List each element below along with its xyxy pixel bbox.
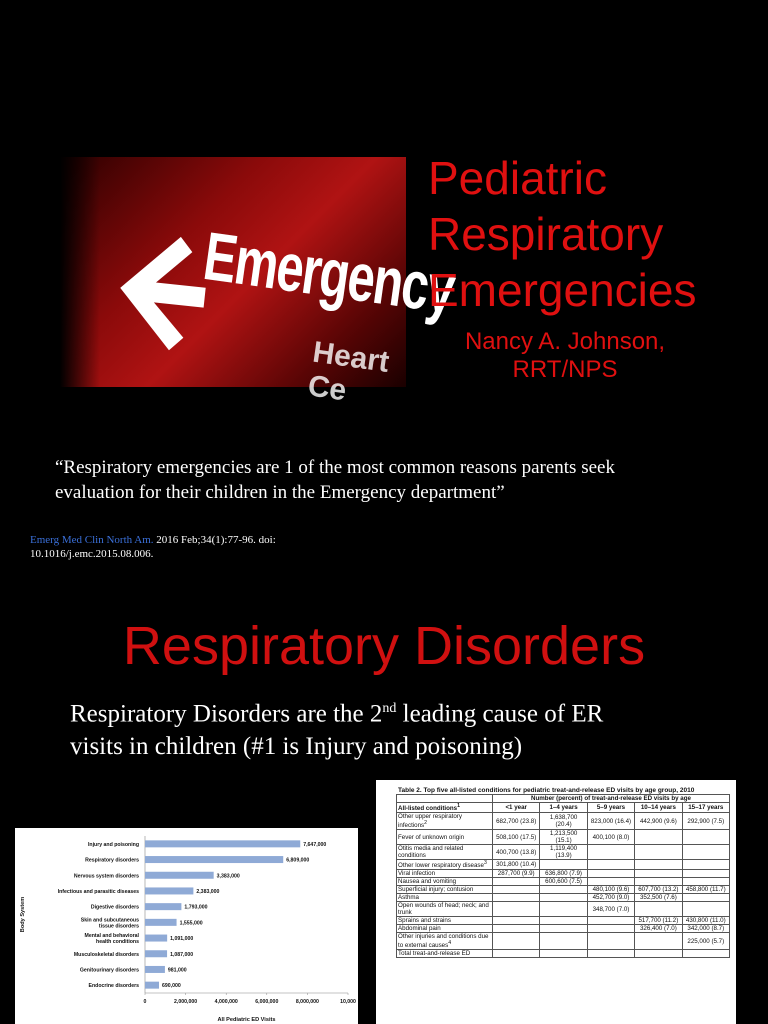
table-cell — [493, 933, 540, 950]
table-cell: 682,700 (23.8) — [493, 813, 540, 830]
table-cell — [682, 950, 729, 958]
table-cell: 508,100 (17.5) — [493, 830, 540, 845]
category-label: Musculoskeletal disorders — [73, 951, 139, 958]
row-label: Total treat-and-release ED — [398, 950, 471, 958]
row-label-cell — [397, 917, 493, 925]
table-cell — [540, 886, 587, 894]
bar-value-label: 6,809,000 — [286, 857, 310, 864]
row-label-cell — [397, 886, 493, 894]
title-line: Emergencies — [428, 264, 697, 316]
row-label: Open wounds of head; neck; and trunk — [398, 902, 489, 917]
table-cell — [635, 950, 682, 958]
table-cell — [587, 878, 634, 886]
column-header: <1 year — [493, 803, 540, 813]
table-cell: 442,900 (9.6) — [635, 813, 682, 830]
category-label: Digestive disorders — [90, 904, 139, 911]
table-cell — [493, 925, 540, 933]
bar-value-label: 7,647,000 — [303, 841, 327, 848]
row-label: Sprains and strains — [398, 917, 451, 925]
row-label-cell — [397, 845, 493, 860]
bar — [145, 856, 283, 863]
table-row — [397, 886, 730, 894]
bar-value-label: 981,000 — [167, 967, 187, 974]
table-cell — [493, 886, 540, 894]
table-cell: 517,700 (11.2) — [635, 917, 682, 925]
category-label: Skin and subcutaneous — [80, 917, 139, 924]
table-cell — [540, 950, 587, 958]
table-cell — [540, 917, 587, 925]
author-line: Nancy A. Johnson, — [464, 328, 666, 355]
row-header-text: All-listed conditions — [398, 805, 458, 813]
row-label-cell — [397, 925, 493, 933]
row-label-cell — [397, 894, 493, 902]
emergency-sign-photo — [60, 157, 459, 408]
quote-line: “Respiratory emergencies are 1 of the most common reasons parents seek — [55, 457, 615, 478]
x-axis-title: All Pediatric ED Visits — [217, 1017, 276, 1023]
slide2-body — [70, 692, 720, 763]
row-label: Abdominal pain — [398, 925, 441, 933]
bar — [145, 919, 177, 926]
table-cell — [493, 894, 540, 902]
table-title: Table 2. Top five all-listed conditions for pediatric treat-and-release ED visits by age group, 2010 — [398, 787, 695, 794]
table-cell — [682, 870, 729, 878]
table-cell: 600,600 (7.5) — [540, 878, 587, 886]
row-label-cell — [397, 878, 493, 886]
table-row — [397, 917, 730, 925]
table-row — [397, 870, 730, 878]
bar-value-label: 3,383,000 — [216, 873, 240, 880]
category-label: Nervous system disorders — [73, 873, 139, 880]
row-label: Other upper respiratory infections — [398, 813, 462, 830]
bar-value-label: 1,555,000 — [179, 920, 203, 927]
row-label: Nausea and vomiting — [398, 878, 457, 886]
table-cell — [587, 870, 634, 878]
table-row — [397, 845, 730, 860]
bar — [145, 982, 159, 989]
photo-shadow — [60, 157, 100, 387]
table-cell: 636,800 (7.9) — [540, 870, 587, 878]
row-label-cell — [397, 830, 493, 845]
table-cell — [635, 860, 682, 870]
table-cell — [587, 950, 634, 958]
category-label: Genitourinary disorders — [79, 967, 139, 974]
group-header: Number (percent) of treat-and-release ED visits by age — [493, 795, 730, 803]
citation-detail: 2016 Feb;34(1):77-96. doi: — [153, 534, 276, 546]
ed-visits-bar-chart — [15, 828, 358, 1024]
table-cell — [587, 917, 634, 925]
table-cell — [587, 925, 634, 933]
x-tick-label: 0 — [143, 999, 147, 1005]
sign-text: Emergency — [199, 217, 459, 329]
x-tick-label: 6,000,000 — [255, 999, 279, 1005]
category-label: Respiratory disorders — [85, 857, 139, 864]
table-cell — [635, 870, 682, 878]
table-cell: 458,800 (11.7) — [682, 886, 729, 894]
row-label-superscript: 2 — [424, 820, 428, 827]
table-cell — [635, 902, 682, 917]
table-cell: 480,100 (9.6) — [587, 886, 634, 894]
table-cell — [540, 933, 587, 950]
table-cell: 400,100 (8.0) — [587, 830, 634, 845]
table-cell — [587, 933, 634, 950]
bar — [145, 950, 167, 957]
table-cell: 1,213,500 (15.1) — [540, 830, 587, 845]
table-row — [397, 894, 730, 902]
author — [430, 328, 700, 384]
row-label: Fever of unknown origin — [398, 833, 465, 841]
table-cell — [493, 950, 540, 958]
row-label-superscript: 4 — [448, 940, 452, 947]
quote-line: evaluation for their children in the Emergency department” — [55, 482, 505, 503]
body-text: leading cause of ER — [396, 700, 604, 728]
table-cell — [682, 830, 729, 845]
table-cell: 452,700 (9.0) — [587, 894, 634, 902]
bar-value-label: 690,000 — [162, 983, 181, 990]
table-cell — [682, 860, 729, 870]
sign-subtext: Heart Ce — [305, 335, 392, 408]
table-cell: 301,800 (10.4) — [493, 860, 540, 870]
bar-value-label: 1,091,000 — [170, 936, 194, 943]
table-cell: 823,000 (16.4) — [587, 813, 634, 830]
table-cell — [635, 933, 682, 950]
table-cell: 326,400 (7.0) — [635, 925, 682, 933]
table-cell: 287,700 (9.9) — [493, 870, 540, 878]
table-cell: 607,700 (13.2) — [635, 886, 682, 894]
bar — [145, 872, 214, 879]
row-label-cell — [397, 950, 493, 958]
row-header-cell — [397, 803, 493, 813]
table-corner-cell — [397, 795, 493, 803]
row-label: Viral infection — [398, 870, 436, 878]
row-label: Other injuries and conditions due to external causes — [398, 933, 489, 950]
row-label: Superficial injury; contusion — [398, 886, 474, 894]
column-header: 1–4 years — [540, 803, 587, 813]
table-cell — [682, 845, 729, 860]
author-line: RRT/NPS — [512, 356, 618, 383]
slide-title — [428, 150, 696, 318]
quote — [55, 455, 735, 505]
row-label-cell — [397, 813, 493, 830]
category-label: health conditions — [96, 939, 139, 946]
table-cell: 292,900 (7.5) — [682, 813, 729, 830]
table-cell: 348,700 (7.0) — [587, 902, 634, 917]
x-tick-label: 2,000,000 — [174, 999, 198, 1005]
table-cell — [493, 878, 540, 886]
table-row — [397, 902, 730, 917]
bar — [145, 887, 193, 894]
row-label: Otitis media and related conditions — [398, 845, 464, 860]
row-label-cell — [397, 870, 493, 878]
table-cell — [682, 894, 729, 902]
bar-value-label: 1,087,000 — [170, 951, 194, 958]
bar-value-label: 1,793,000 — [184, 904, 208, 911]
bar — [145, 903, 181, 910]
category-label: Injury and poisoning — [87, 841, 139, 848]
citation-journal-link[interactable]: Emerg Med Clin North Am. — [30, 534, 154, 546]
row-label: Asthma — [398, 894, 419, 902]
category-label: Infectious and parasitic diseases — [57, 888, 139, 895]
table-row — [397, 860, 730, 870]
y-axis-title: Body System — [20, 896, 26, 933]
table-cell — [635, 845, 682, 860]
category-label: Endocrine disorders — [88, 983, 139, 990]
table-cell — [587, 845, 634, 860]
table-cell — [587, 860, 634, 870]
table-cell: 352,500 (7.6) — [635, 894, 682, 902]
citation-doi: 10.1016/j.emc.2015.08.006. — [30, 548, 154, 560]
body-text: visits in children (#1 is Injury and poisoning) — [70, 733, 523, 761]
row-label-cell — [397, 902, 493, 917]
row-label-superscript: 3 — [483, 860, 487, 867]
table-cell — [635, 830, 682, 845]
row-header-superscript: 1 — [457, 803, 461, 809]
row-label-cell — [397, 933, 493, 950]
table-cell — [493, 917, 540, 925]
table-cell — [682, 902, 729, 917]
table-cell: 225,000 (5.7) — [682, 933, 729, 950]
column-header: 10–14 years — [635, 803, 682, 813]
table-row — [397, 813, 730, 830]
table-cell — [493, 902, 540, 917]
category-label: tissue disorders — [98, 923, 139, 930]
bar — [145, 935, 167, 942]
chart-svg — [15, 828, 358, 1024]
table-cell — [540, 925, 587, 933]
table-cell: 400,700 (13.8) — [493, 845, 540, 860]
ed-visits-table — [396, 794, 730, 958]
table-row — [397, 933, 730, 950]
row-label-cell — [397, 860, 493, 870]
table-row — [397, 878, 730, 886]
table-cell — [635, 878, 682, 886]
row-label: Other lower respiratory disease — [398, 862, 484, 870]
table-cell: 342,000 (8.7) — [682, 925, 729, 933]
table-cell — [682, 878, 729, 886]
table-row — [397, 925, 730, 933]
citation — [30, 533, 330, 561]
bar-value-label: 2,383,000 — [196, 888, 220, 895]
table-cell — [540, 902, 587, 917]
column-header: 15–17 years — [682, 803, 729, 813]
title-line: Respiratory — [428, 208, 664, 260]
body-superscript: nd — [382, 701, 397, 716]
bar — [145, 840, 300, 847]
x-tick-label: 10,000 — [340, 999, 356, 1005]
title-line: Pediatric — [428, 152, 607, 204]
x-tick-label: 8,000,000 — [295, 999, 319, 1005]
bar — [145, 966, 165, 973]
slide2-title: Respiratory Disorders — [122, 616, 646, 676]
category-label: Mental and behavioral — [84, 932, 139, 939]
ed-visits-table-panel — [376, 780, 736, 1024]
table-cell: 1,638,700 (20.4) — [540, 813, 587, 830]
table-cell: 1,119,400 (13.9) — [540, 845, 587, 860]
table-row — [397, 830, 730, 845]
column-header: 5–9 years — [587, 803, 634, 813]
body-text: Respiratory Disorders are the 2 — [70, 700, 383, 728]
table-cell — [540, 860, 587, 870]
x-tick-label: 4,000,000 — [214, 999, 238, 1005]
table-cell — [540, 894, 587, 902]
table-cell: 430,800 (11.0) — [682, 917, 729, 925]
table-row — [397, 950, 730, 958]
